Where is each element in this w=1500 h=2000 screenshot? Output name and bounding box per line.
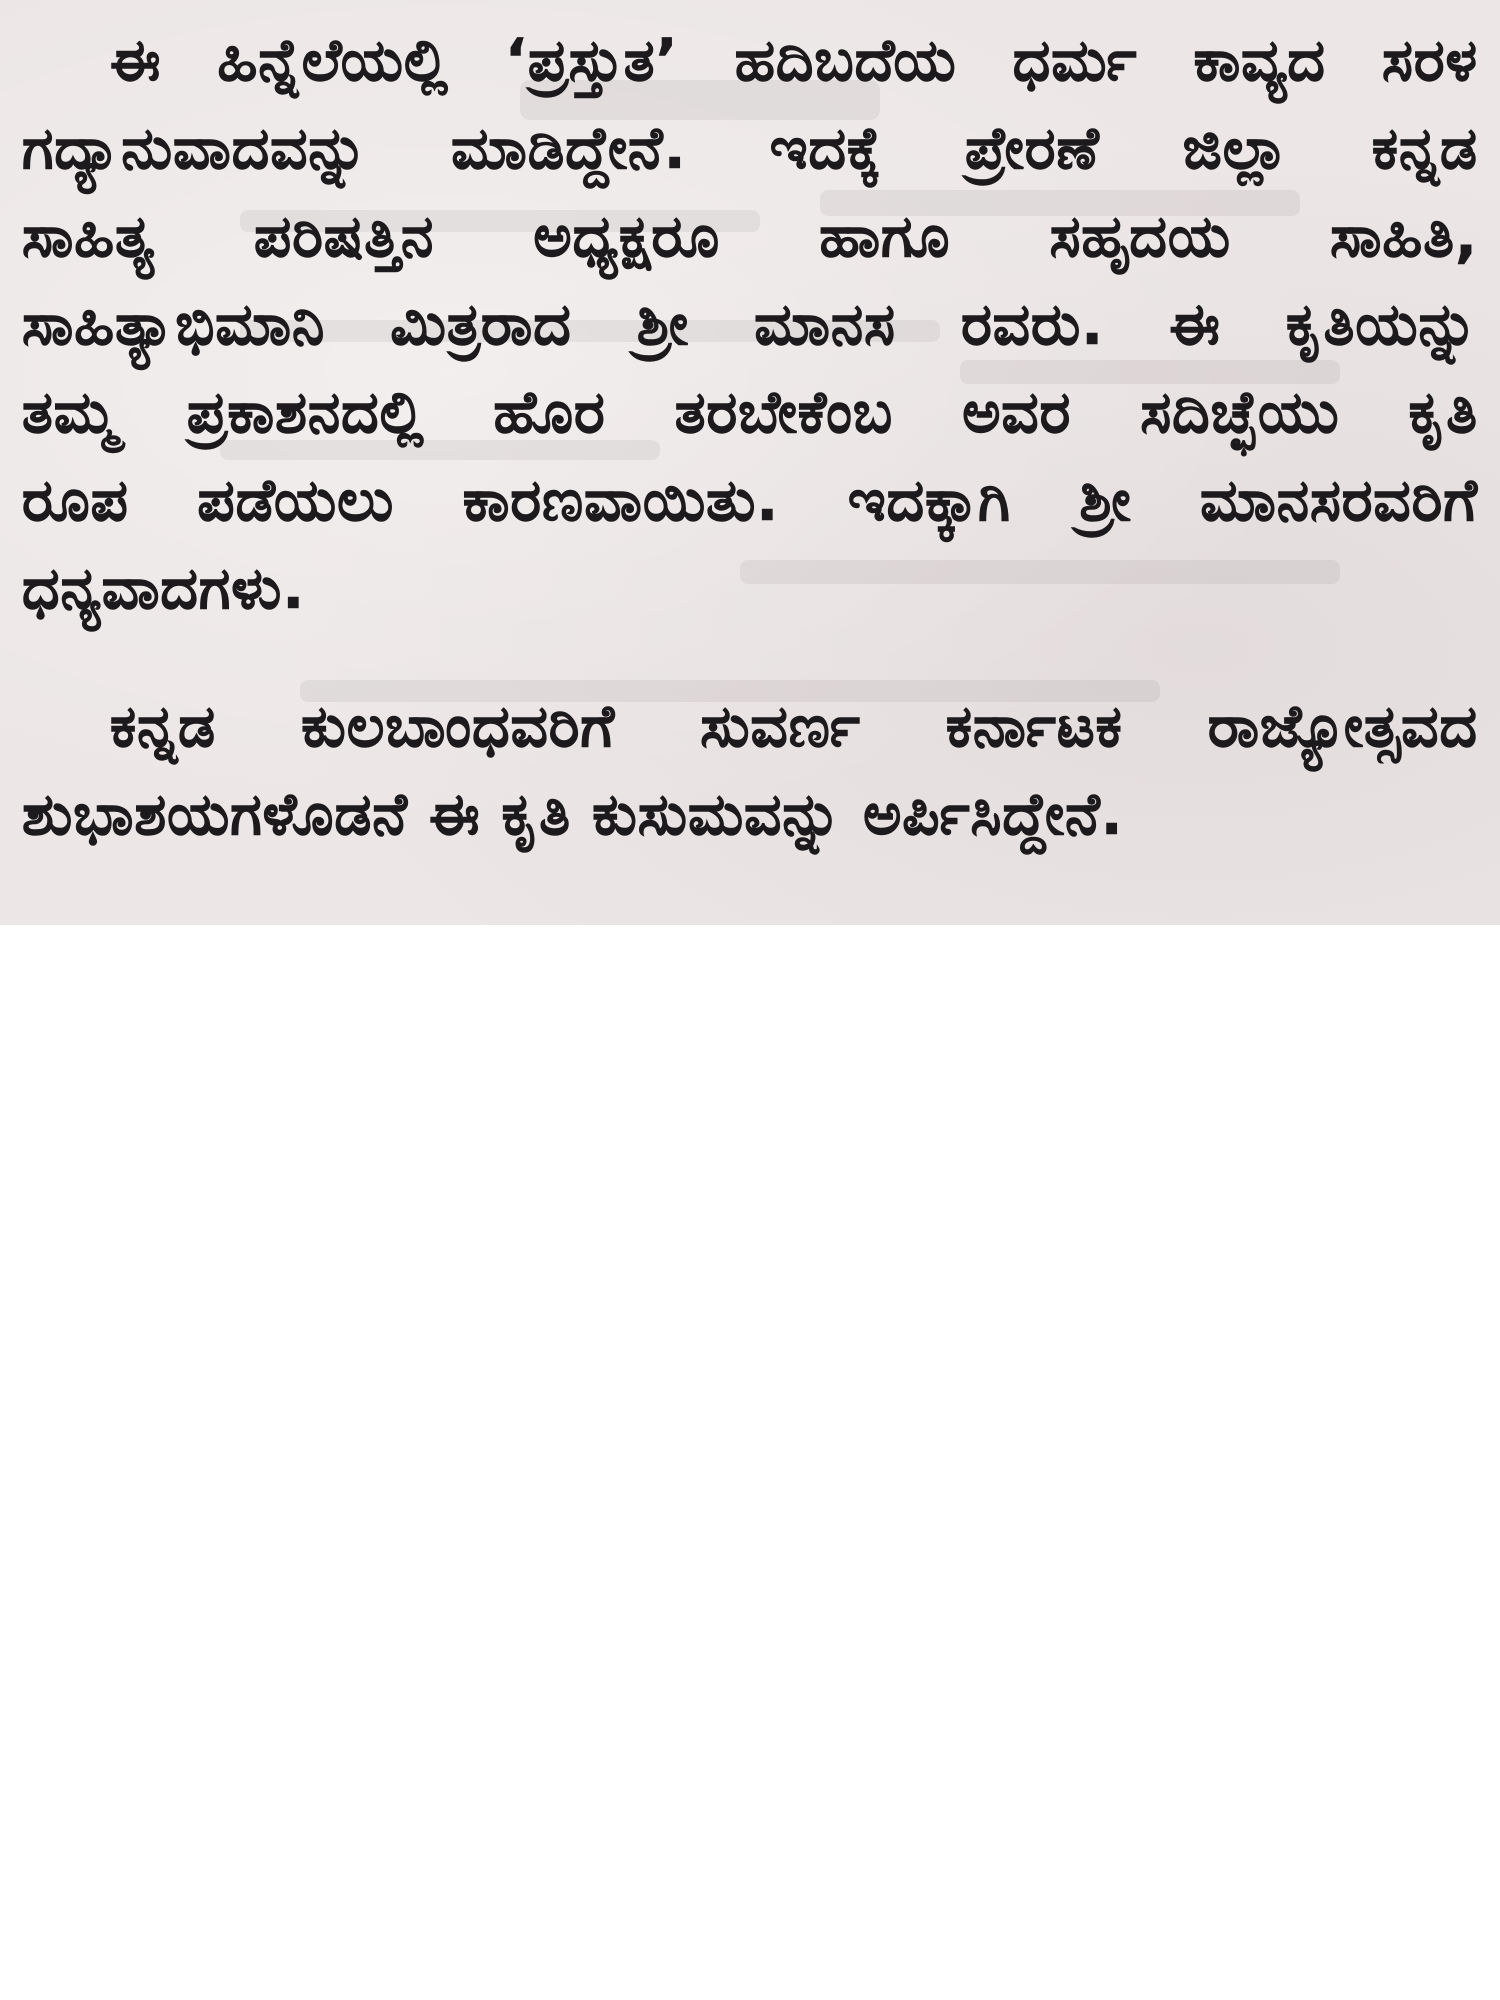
scanned-text-region [0, 0, 1500, 925]
text-line: ಕನ್ನಡ ಕುಲಬಾಂಧವರಿಗೆ ಸುವರ್ಣ ಕರ್ನಾಟಕ ರಾಜ್ಯೋತ್ಸವದ [110, 692, 1478, 760]
text-line: ಸಾಹಿತ್ಯ ಪರಿಷತ್ತಿನ ಅಧ್ಯಕ್ಷರೂ ಹಾಗೂ ಸಹೃದಯ ಸಾಹಿತಿ, [22, 202, 1478, 270]
text-line: ತಮ್ಮ ಪ್ರಕಾಶನದಲ್ಲಿ ಹೊರ ತರಬೇಕೆಂಬ ಅವರ ಸದಿಚ್ಛೆಯು ಕೃತಿ [22, 378, 1478, 446]
text-line: ರೂಪ ಪಡೆಯಲು ಕಾರಣವಾಯಿತು. ಇದಕ್ಕಾಗಿ ಶ್ರೀ ಮಾನಸರವರಿಗೆ [22, 466, 1478, 534]
text-line: ಶುಭಾಶಯಗಳೊಡನೆ ಈ ಕೃತಿ ಕುಸುಮವನ್ನು ಅರ್ಪಿಸಿದ್ದೇನೆ. [22, 780, 1124, 848]
text-line: ಗದ್ಯಾನುವಾದವನ್ನು ಮಾಡಿದ್ದೇನೆ. ಇದಕ್ಕೆ ಪ್ರೇರಣೆ ಜಿಲ್ಲಾ ಕನ್ನಡ [22, 114, 1478, 182]
text-line: ಸಾಹಿತ್ಯಾಭಿಮಾನಿ ಮಿತ್ರರಾದ ಶ್ರೀ ಮಾನಸ ರವರು. ಈ ಕೃತಿಯನ್ನು [22, 290, 1478, 358]
text-line: ಈ ಹಿನ್ನೆಲೆಯಲ್ಲಿ ‘ಪ್ರಸ್ತುತ’ ಹದಿಬದೆಯ ಧರ್ಮ ಕಾವ್ಯದ ಸರಳ [110, 26, 1478, 94]
text-line: ಧನ್ಯವಾದಗಳು. [22, 554, 306, 622]
